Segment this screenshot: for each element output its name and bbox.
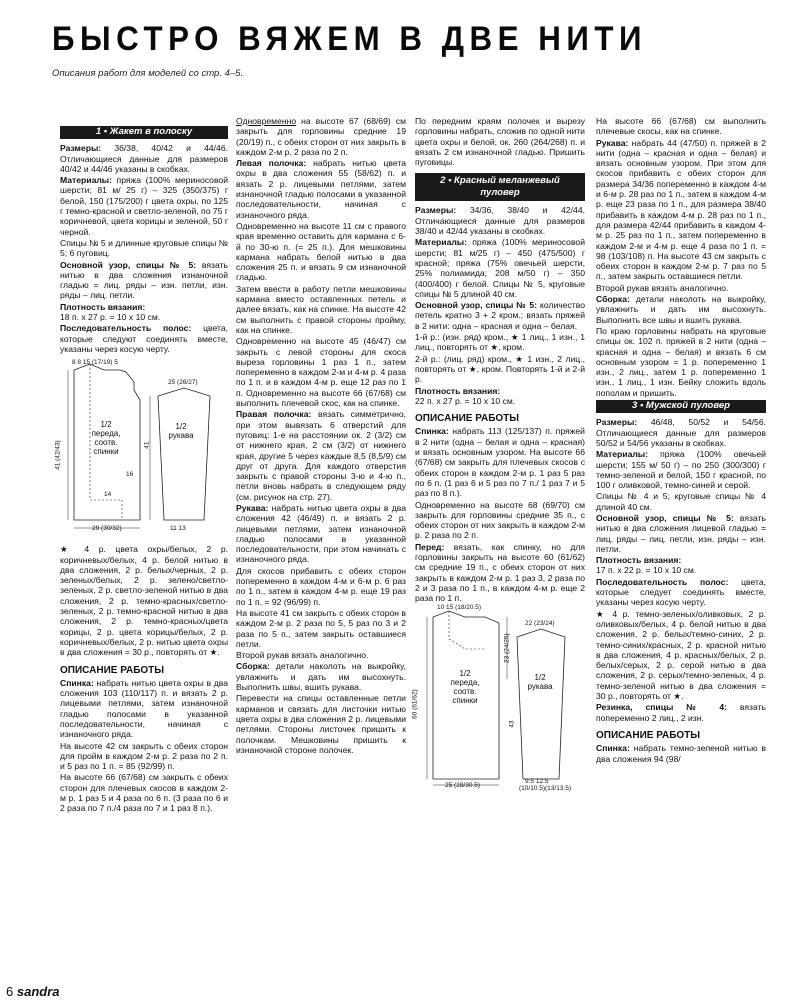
paragraph: Затем ввести в работу петли мешковины кармана вместо оставленных петель и далее вязать, как на спинке. На высоте 42 см выполнить с правой стороны пройму, как на спинке. xyxy=(236,283,406,335)
paragraph: Сборка: детали наколоть на выкройку, увлажнить и дать им высохнуть. Выполнить швы, вшить рукава. xyxy=(236,661,406,693)
diagram-side-3: 14 xyxy=(104,491,112,499)
paragraph: ★ 4 р. цвета охры/белых, 2 р. коричневых/белых, 4 р. белой нитью в два сложения, 2 р. белых/черных, 2 р. зеленых/белых, 2 р. зелено/светло-зеленых, 2 р. светло-зеленой нитью в два сложения, 2 р. темно-красных/светло-зеленых, 2 р. темно-красной нитью в два сложения, 2 р. темно-красных/цвета корицы, 2 р. цвета корицы/белых, 2 р. коричневых/белых, 2 р. нитью цвета охры в два сложения = 30 р., повторять от ★. xyxy=(60,544,228,658)
paragraph: По передним краям полочек и вырезу горловины набрать, сложив по одной нити цвета охры и белой, ок. 260 (264/268) п. и вязать 2 см изнаночной гладью. Пришить пуговицы. xyxy=(415,116,585,168)
diagram-side-2: 23 (24/25) xyxy=(503,633,511,664)
paragraph: 2-й р.: (лиц. ряд) кром., ★ 1 изн., 2 лиц., повторять от ★, кром. Повторять 1-й и 2-й р. xyxy=(415,353,585,385)
diagram-sleeve-side: 43 xyxy=(508,721,516,729)
paragraph: На высоте 66 (67/68) см закрыть с обеих сторон для плечевых скосов в каждом 2-м р. 1 раз 5 и 4 раза по 6 п. (3 раза по 6 и 2 раза по 7 п./4 раза по 7 и 1 раз 8 п.). xyxy=(60,772,228,814)
diagram-top-dims: 10 15 (18/20.5) xyxy=(437,604,482,612)
paragraph: Одновременно на высоте 68 (69/70) см закрыть для горловины средние 35 п., с обеих сторон от них закрыть в каждом 2-м р. 2 раза по 2 п. xyxy=(415,499,585,541)
paragraph: Материалы: пряжа (100% овечьей шерсти; 155 м/ 50 г) – по 250 (300/300) г темно-зеленой и белой, 150 г красной, по 100 г оливковой, темно-синей и серой. xyxy=(596,449,766,491)
paragraph: Размеры: 36/38, 40/42 и 44/46. Отличающиеся данные для размеров 40/42 и 44/46 указаны в скобках. xyxy=(60,143,228,174)
paragraph: Левая полочка: набрать нитью цвета охры в два сложения 55 (58/62) п. и вязать 2 р. лицевыми петлями, затем изнаночной гладью полосами в указанной последовательности, начиная с изнаночного ряда. xyxy=(236,158,406,220)
paragraph: Основной узор, спицы № 5: количество петель кратно 3 + 2 кром.; вязать пряжей в 2 нити: одна – красная и одна – белая. xyxy=(415,300,585,331)
paragraph: Резинка, спицы № 4: вязать попеременно 2 лиц., 2 изн. xyxy=(596,702,766,723)
diagram-sleeve-side: 41 xyxy=(143,441,151,449)
paragraph: Второй рукав вязать аналогично. xyxy=(596,282,729,293)
diagram-sleeve-bottom: 9.5 12.5 xyxy=(525,778,549,786)
paragraph: Размеры: 34/36, 38/40 и 42/44. Отличающиеся данные для размеров 38/40 и 42/44 указаны в скобках. xyxy=(415,205,585,237)
column-2 xyxy=(236,116,406,756)
paragraph: Для скосов прибавить с обеих сторон попеременно в каждом 4-м и 6-м р. 6 раз по 1 п., затем в каждом 4-м р. еще 19 раз по 1 п. = 92 (96/99) п. xyxy=(236,565,406,607)
paragraph: Материалы: пряжа (100% мериносовой шерсти; 81 м/ 25 г) – 325 (350/375) г белой, 150 (175/200) г цвета охры, по 125 г темно-красной и светло-зеленой, по 75 г коричневой, цвета корицы и зеленой, 50 г черной. xyxy=(60,175,228,237)
paragraph: Материалы: пряжа (100% мериносовой шерсти; 81 м/25 г) – 450 (475/500) г красной; пряжа (75% овечьей шерсти, 25% полиамида; 208 м/50 г) – 350 (400/400) г белой. Спицы № 5, круговые спицы № 5 длиной 40 см. xyxy=(415,237,585,299)
section-heading-pullover: 2 • Красный меланжевый пуловер xyxy=(415,173,585,201)
diagram-front-label: 1/2 переда, соотв. спинки xyxy=(450,669,480,706)
paragraph: Рукава: набрать нитью цвета охры в два сложения 42 (46/49) п. и вязать 2 р. лицевыми петлями, затем изнаночной гладью полосами в указанной последовательности, при этом начинать с изнаночного ряда. xyxy=(236,502,406,565)
diagram-sleeve-top: 22 (23/24) xyxy=(525,620,555,628)
paragraph: На высоте 66 (67/68) см выполнить плечевые скосы, как на спинке. xyxy=(596,116,766,137)
paragraph: Последовательность полос: цвета, которые следуют соединять вместе, указаны через косую черту. xyxy=(60,323,228,354)
paragraph: Основной узор, спицы № 5: вязать нитью в два сложения лицевой гладью = лиц. ряды – лиц. петли, изн. ряды – изн. петли. xyxy=(596,512,766,554)
column-4 xyxy=(596,116,766,765)
section-heading-jacket: 1 • Жакет в полоску xyxy=(60,126,228,139)
section-subheading: ОПИСАНИЕ РАБОТЫ xyxy=(596,729,701,741)
diagram-side-1: 60 (61/62) xyxy=(411,689,419,720)
pullover-pattern-diagram xyxy=(411,604,585,793)
section-subheading: ОПИСАНИЕ РАБОТЫ xyxy=(60,664,165,676)
paragraph: Спицы № 4 и 5; круговые спицы № 4 длиной 40 см. xyxy=(596,491,766,512)
pullover-diagram-svg xyxy=(415,609,585,787)
diagram-front-label: 1/2 переда, соотв. спинки xyxy=(91,420,121,457)
paragraph: 1-й р.: (изн. ряд) кром., ★ 1 лиц., 1 изн., 1 лиц., повторять от ★, кром. xyxy=(415,332,585,353)
paragraph: Одновременно на высоте 67 (68/69) см закрыть для горловины средние 19 (20/19) п., с обеих сторон от них закрыть в каждом 2-м р. 2 раза по 2 п. xyxy=(236,116,406,157)
diagram-side-1: 41 (42/43) xyxy=(54,440,62,471)
paragraph: Основной узор, спицы № 5: вязать нитью в два сложения изнаночной гладью = лиц. ряды – изн. петли, изн. ряды – лиц. петли. xyxy=(60,259,228,301)
paragraph: Перед: вязать, как спинку, но для горловины закрыть на высоте 60 (61/62) см средние 19 п., с обеих сторон от них закрыть в каждом 2-м р. 1 раз 3, 2 раза по 2 и 3 раза по 1 п., в каждом 4-м р. еще 2 раза по 1 п. xyxy=(415,541,585,604)
paragraph: Второй рукав вязать аналогично. xyxy=(236,650,369,661)
paragraph: На высоте 42 см закрыть с обеих сторон для пройм в каждом 2-м р. 2 раза по 2 п. и 5 раз по 1 п. = 85 (92/99) п. xyxy=(60,740,228,772)
paragraph: Спинка: набрать 113 (125/137) п. пряжей в 2 нити (одна – белая и одна – красная) и вязать основным узором. На высоте 66 (67/68) см закрыть для плечевых скосов с обеих сторон в каждом 2-м р. 1 раз 5 раз по 6 п. (1 раз 6 и 5 раз по 7 п./ 1 раз 7 и 5 раз по 8 п.). xyxy=(415,426,585,499)
page-footer xyxy=(6,984,60,999)
diagram-sleeve-bottom-2: (10/10.5)(13/13.5) xyxy=(519,785,572,793)
paragraph: Сборка: детали наколоть на выкройку, увлажнить и дать им высохнуть. Выполнить все швы и вшить рукава. xyxy=(596,294,766,325)
brand-name: sandra xyxy=(16,984,60,999)
paragraph: Спинка: набрать нитью цвета охры в два сложения 103 (110/117) п. и вязать 2 р. лицевыми петлями, затем изнаночной гладью полосами в указанной последовательности, начиная с изнаночного ряда. xyxy=(60,677,228,740)
diagram-sleeve-top: 25 (26/27) xyxy=(168,379,198,387)
jacket-pattern-diagram xyxy=(54,359,228,538)
paragraph: Правая полочка: вязать симметрично, при этом вывязать 6 отверстий для пуговиц: 1-е на расстоянии ок. 2 (3/2) см от нижнего края, 2 см (3/2) от нижнего края, другие 5 через каждые 8,5 (8,5/9) см друг от друга. Для каждого отверстия закрыть с правой стороны 3-ю и 4-ю п., петли вновь набрать в следующем ряду (см. рисунок на стр. 27). xyxy=(236,409,406,502)
diagram-sleeve-label: 1/2 рукава xyxy=(527,673,553,692)
paragraph: На высоте 41 см закрыть с обеих сторон в каждом 2-м р. 2 раза по 5, 5 раз по 3 и 2 раза по 5 п., затем закрыть оставшиеся петли. xyxy=(236,607,406,649)
paragraph: Одновременно на высоте 11 см с правого края временно оставить для кармана с 6-й по 30-ю п. (= 25 п.). Для мешковины кармана набрать белой нитью в два сложения 25 п. и вязать 9 см изнаночной гладью. xyxy=(236,220,406,283)
paragraph: ★ 4 р. темно-зеленых/оливковых, 2 р. оливковых/белых, 4 р. белой нитью в два сложения, 2 р. белых/темно-синих, 2 р. темно-синих/красных, 2 р. красной нитью в два сложения, 4 р. красных/белых, 2 р. белых/серых, 2 р. серой нитью в два сложения, 2 р. серых/темно-зеленых, 4 р. темно-зеленой нитью в два сложения = 30 р., повторять от ★. xyxy=(596,608,766,702)
page-subtitle: Описания работ для моделей со стр. 4–5. xyxy=(52,68,244,79)
paragraph: Плотность вязания: 22 п. х 27 р. = 10 х 10 см. xyxy=(415,385,516,406)
paragraph: Спинка: набрать темно-зеленой нитью в два сложения 94 (98/ xyxy=(596,743,766,764)
paragraph: Рукава: набрать 44 (47/50) п. пряжей в 2 нити (одна – красная и одна – белая) и вязать основным узором. При этом для скосов прибавить с обеих сторон для размера 34/36 попеременно в каждом 4-м и 6-м р. 28 раз по 1 п., затем в каждом 4-м р. еще 23 раза по 1 п., для размера 38/40 прибавить в каждом 4-м р. 28 раз по 1 п., для размера 42/44 прибавить в каждом 4-м р. 25 раз по 1 п., затем попеременно в каждом 2-м и 4-м р. еще 4 раза по 1 п. = 98 (103/108) п. На высоте 43 см закрыть с обеих сторон в каждом 2-м р. 7 раз по 5 п., затем закрыть оставшиеся петли. xyxy=(596,137,766,282)
diagram-bottom: 25 (28/30.5) xyxy=(445,782,481,790)
column-1 xyxy=(54,124,228,815)
diagram-top-dims: 8 8 15 (17/19) 5 xyxy=(72,359,118,367)
paragraph: Одновременно на высоте 45 (46/47) см закрыть с левой стороны для скоса выреза горловины 1 раз 1 п., затем попеременно в каждом 2-м и 4-м р. 4 раза по 1 п. и в каждом 4-м р. еще 12 раз по 1 п. Одновременно на высоте 66 (67/68) см выполнить плечевой скос, как на спинке. xyxy=(236,336,406,409)
paragraph: Плотность вязания: 17 п. х 22 р. = 10 х 10 см. xyxy=(596,555,697,576)
section-subheading: ОПИСАНИЕ РАБОТЫ xyxy=(415,413,520,425)
section-heading-mens-pullover: 3 • Мужской пуловер xyxy=(596,400,766,413)
paragraph: По краю горловины набрать на круговые спицы ок. 102 п. пряжей в 2 нити (одна – красная и одна – белая) и вязать 6 см основным узором = 1 р. попеременно 1 изн., 2 лиц., затем 1 р. попеременно 1 изн., 1 лиц., 1 изн. Бейку сложить вдоль пополам и пришить. xyxy=(596,325,766,398)
page-number: 6 xyxy=(6,984,14,999)
diagram-sleeve-bottom: 11 13 xyxy=(170,525,186,533)
paragraph: Плотность вязания: 18 п. х 27 р. = 10 х 10 см. xyxy=(60,301,161,323)
page-title: БЫСТРО ВЯЖЕМ В ДВЕ НИТИ xyxy=(52,20,648,58)
paragraph: Размеры: 46/48, 50/52 и 54/56. Отличающиеся данные для размеров 50/52 и 54/56 указаны в скобках. xyxy=(596,417,766,448)
paragraph: Спицы № 5 и длинные круговые спицы № 5; 6 пуговиц. xyxy=(60,237,228,259)
diagram-sleeve-label: 1/2 рукава xyxy=(168,422,194,441)
paragraph: Перевести на спицы оставленные петли карманов и связать для листочки нитью цвета охры в два сложения 2 р. лицевыми петлями. Стороны листочек пришить к полочкам. Мешковины пришить к изнаночной стороне полочек. xyxy=(236,693,406,755)
diagram-bottom: 29 (30/32) xyxy=(92,525,122,533)
paragraph: Последовательность полос: цвета, которые следует соединять вместе, указаны через косую черту. xyxy=(596,576,766,608)
column-3 xyxy=(411,116,585,793)
diagram-side-2: 16 xyxy=(126,471,134,479)
